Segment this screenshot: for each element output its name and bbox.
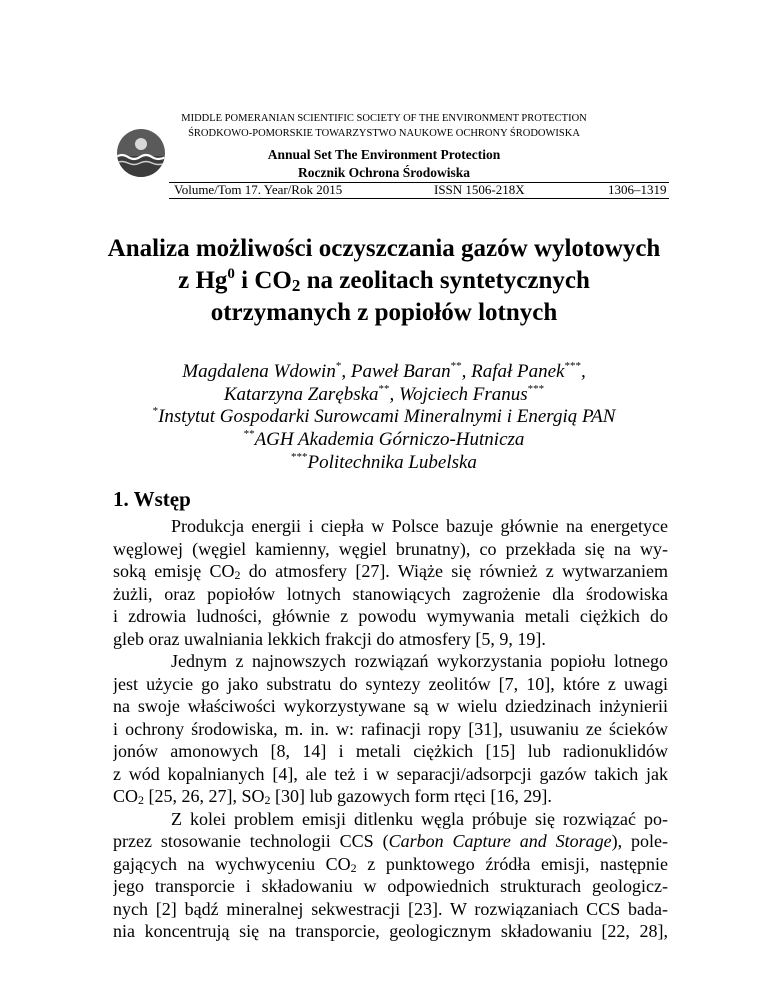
authors-line-1: Magdalena Wdowin*, Paweł Baran**, Rafał Panek***, [182, 360, 586, 382]
body-line: Produkcja energii i ciepła w Polsce bazuje głównie na energetyce [171, 516, 668, 536]
section-heading: 1. Wstęp [113, 487, 191, 511]
body-line: $CO_2$ [25, 26, 27], $SO_2$ [30] lub gazowych form rtęci [16, 29]. [113, 786, 552, 807]
body-line: nia koncentrują się na transporcie, geologicznym składowaniu [22, 28], [113, 921, 668, 941]
body-line: gających na wychwyceniu $CO_2$ z punktowego źródła emisji, następnie [113, 853, 668, 875]
paper-title-line-3: otrzymanych z popiołów lotnych [210, 299, 558, 326]
affiliation-2: **AGH Akademia Górniczo-Hutnicza [243, 428, 525, 450]
society-name-en: MIDDLE POMERANIAN SCIENTIFIC SOCIETY OF THE ENVIRONMENT PROTECTION [181, 113, 587, 124]
body-line: węglowej (węgiel kamienny, węgiel brunatny), co przekłada się na wy- [113, 538, 668, 559]
page-range: 1306–1319 [608, 182, 667, 197]
body-line: żużli, oraz popiołów lotnych stanowiących zagrożenie dla środowiska [113, 583, 668, 604]
body-line: i zdrowia ludności, głównie z powodu wymywania metali ciężkich do [113, 606, 668, 626]
affiliation-3: ***Politechnika Lubelska [291, 451, 477, 473]
body-line: jonów amonowych [8, 14] i metali ciężkich [15] lub radionuklidów [113, 741, 668, 761]
body-line: z wód kopalnianych [4], ale też i w separacji/adsorpcji gazów takich jak [113, 763, 668, 784]
volume-info: Volume/Tom 17. Year/Rok 2015 [174, 182, 343, 197]
paper-title-line-2: z Hg$^0$ i $CO_2$ na zeolitach syntetycznych [178, 266, 590, 295]
paper-title-line-1: Analiza możliwości oczyszczania gazów wylotowych [107, 235, 661, 262]
journal-name-pl: Rocznik Ochrona Środowiska [297, 165, 471, 180]
body-line: jego transporcie i składowaniu w odpowiednich strukturach geologicz- [113, 876, 668, 896]
body-line: jest użycie go jako substratu do syntezy zeolitów [7, 10], które z uwagi [113, 673, 668, 694]
body-line: soką emisję $CO_2$ do atmosfery [27]. Wiąże się również z wytwarzaniem [113, 561, 668, 582]
body-line: gleb oraz uwalniania lekkich frakcji do atmosfery [5, 9, 19]. [113, 628, 546, 649]
body-line: Z kolei problem emisji ditlenku węgla próbuje się rozwiązać po- [171, 808, 668, 829]
affiliation-1: *Instytut Gospodarki Surowcami Mineralnymi i Energią PAN [152, 405, 616, 427]
society-name-pl: ŚRODKOWO-POMORSKIE TOWARZYSTWO NAUKOWE OCHRONY ŚRODOWISKA [188, 128, 580, 139]
header-bottom-rule [169, 198, 669, 199]
body-line: Jednym z najnowszych rozwiązań wykorzystania popiołu lotnego [171, 651, 668, 671]
authors-line-2: Katarzyna Zarębska**, Wojciech Franus*** [223, 383, 545, 405]
body-line: nych [2] bądź mineralnej sekwestracji [23]. W rozwiązaniach CCS bada- [113, 898, 668, 919]
body-line: przez stosowanie technologii CCS (Carbon Capture and Storage), pole- [113, 831, 668, 851]
body-text [113, 515, 668, 943]
journal-name-en: Annual Set The Environment Protection [267, 147, 501, 162]
issn-info: ISSN 1506-218X [434, 182, 525, 197]
body-line: na swoje właściwości wykorzystywane są w wielu dziedzinach inżynierii [113, 696, 668, 716]
body-line: i ochrony środowiska, m. in. w: rafinacji ropy [31], usuwaniu ze ścieków [113, 718, 668, 739]
